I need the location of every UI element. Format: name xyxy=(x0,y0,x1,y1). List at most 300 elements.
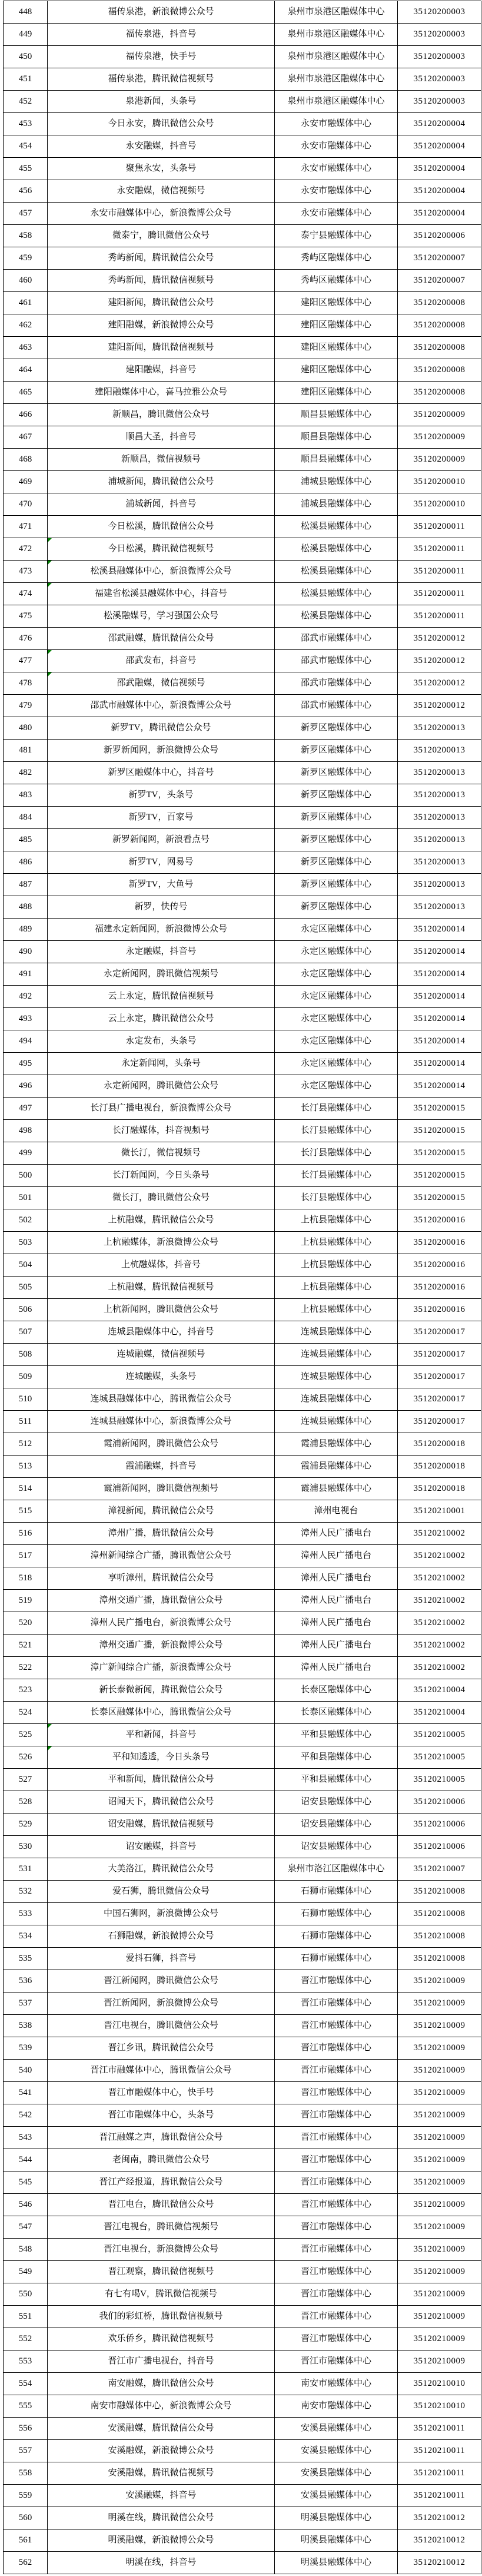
row-number-cell xyxy=(4,158,48,180)
table-row xyxy=(4,91,481,113)
license-code-cell xyxy=(398,2194,481,2216)
green-corner-flag-icon xyxy=(48,561,52,565)
org-name-cell-text: 顺昌县融媒体中心 xyxy=(300,432,371,442)
row-number-cell-text: 482 xyxy=(18,767,32,777)
account-name-cell xyxy=(48,1635,275,1657)
license-code-cell xyxy=(398,851,481,874)
row-number-cell xyxy=(4,896,48,919)
table-row xyxy=(4,1053,481,1075)
account-name-cell xyxy=(48,2216,275,2239)
org-name-cell xyxy=(275,2350,398,2373)
account-name-cell xyxy=(48,46,275,68)
row-number-cell xyxy=(4,2418,48,2440)
org-name-cell xyxy=(275,2194,398,2216)
license-code-cell xyxy=(398,1321,481,1344)
account-name-cell-text: 福传泉港，新浪微博公众号 xyxy=(108,6,214,16)
account-name-cell xyxy=(48,1344,275,1366)
row-number-cell-text: 477 xyxy=(18,655,32,665)
org-name-cell xyxy=(275,2529,398,2552)
org-name-cell xyxy=(275,1567,398,1590)
row-number-cell-text: 536 xyxy=(18,1975,32,1985)
account-name-cell xyxy=(48,337,275,359)
license-code-cell-text: 35120200008 xyxy=(413,387,466,397)
row-number-cell xyxy=(4,2261,48,2283)
account-name-cell-text: 漳视新闻，腾讯微信公众号 xyxy=(108,1506,214,1516)
org-name-cell xyxy=(275,1277,398,1299)
table-row xyxy=(4,359,481,382)
account-name-cell-text: 新罗新闻网，新浪看点号 xyxy=(112,834,210,844)
row-number-cell-text: 522 xyxy=(18,1662,32,1672)
license-code-cell xyxy=(398,247,481,270)
org-name-cell-text: 晋江市融媒体中心 xyxy=(300,2020,371,2030)
row-number-cell xyxy=(4,1433,48,1456)
account-name-cell-text: 晋江新闻网，腾讯微信公众号 xyxy=(103,1975,218,1985)
org-name-cell xyxy=(275,672,398,695)
account-name-cell-text: 长泰区融媒体中心，腾讯微信公众号 xyxy=(90,1707,232,1717)
table-row xyxy=(4,2328,481,2350)
table-row xyxy=(4,493,481,516)
row-number-cell xyxy=(4,493,48,516)
org-name-cell xyxy=(275,2507,398,2529)
table-row xyxy=(4,605,481,628)
row-number-cell-text: 455 xyxy=(18,163,32,173)
license-code-cell xyxy=(398,2462,481,2485)
row-number-cell xyxy=(4,740,48,762)
org-name-cell-text: 松溪县融媒体中心 xyxy=(300,566,371,576)
table-row xyxy=(4,1769,481,1791)
green-corner-flag-icon xyxy=(48,538,52,542)
row-number-cell-text: 503 xyxy=(18,1237,32,1247)
row-number-cell xyxy=(4,1277,48,1299)
license-code-cell-text: 35120210004 xyxy=(413,1707,466,1717)
row-number-cell xyxy=(4,829,48,851)
account-name-cell xyxy=(48,1254,275,1277)
license-code-cell-text: 35120210007 xyxy=(413,1864,466,1874)
row-number-cell xyxy=(4,2507,48,2529)
row-number-cell-text: 517 xyxy=(18,1550,32,1560)
row-number-cell xyxy=(4,1702,48,1724)
account-name-cell-text: 上杭融媒体，抖音号 xyxy=(121,1259,201,1269)
account-name-cell xyxy=(48,314,275,337)
license-code-cell xyxy=(398,292,481,314)
org-name-cell xyxy=(275,2171,398,2194)
org-name-cell xyxy=(275,2552,398,2574)
account-name-cell-text: 永安融媒，微信视频号 xyxy=(117,185,205,195)
row-number-cell-text: 550 xyxy=(18,2289,32,2299)
account-name-cell xyxy=(48,2283,275,2306)
license-code-cell-text: 35120200014 xyxy=(413,991,466,1001)
license-code-cell-text: 35120210002 xyxy=(413,1617,466,1627)
license-code-cell-text: 35120210011 xyxy=(413,2445,466,2455)
license-code-cell xyxy=(398,516,481,538)
account-name-cell xyxy=(48,1545,275,1567)
account-name-cell-text: 连城融媒，微信视频号 xyxy=(117,1349,205,1359)
org-name-cell-text: 漳州电视台 xyxy=(314,1506,358,1516)
license-code-cell xyxy=(398,2440,481,2462)
row-number-cell xyxy=(4,1478,48,1500)
license-code-cell xyxy=(398,2395,481,2418)
org-name-cell-text: 邵武市融媒体中心 xyxy=(300,655,371,665)
license-code-cell xyxy=(398,1098,481,1120)
account-name-cell xyxy=(48,2462,275,2485)
license-code-cell xyxy=(398,1053,481,1075)
org-name-cell xyxy=(275,225,398,247)
license-code-cell xyxy=(398,493,481,516)
org-name-cell-text: 晋江市融媒体中心 xyxy=(300,2311,371,2321)
license-code-cell xyxy=(398,1277,481,1299)
license-code-cell xyxy=(398,2015,481,2037)
account-name-cell xyxy=(48,1769,275,1791)
row-number-cell xyxy=(4,404,48,426)
account-name-cell xyxy=(48,2328,275,2350)
org-name-cell xyxy=(275,1209,398,1232)
org-name-cell-text: 晋江市融媒体中心 xyxy=(300,2199,371,2209)
table-row xyxy=(4,538,481,561)
license-code-cell-text: 35120200009 xyxy=(413,454,466,464)
license-code-cell xyxy=(398,717,481,740)
account-name-cell-text: 晋江融媒之声，腾讯微信公众号 xyxy=(99,2132,223,2142)
account-name-cell-text: 建阳新闻，腾讯微信视频号 xyxy=(108,342,214,352)
license-code-cell-text: 35120210009 xyxy=(413,2087,466,2097)
org-name-cell-text: 新罗区融媒体中心 xyxy=(300,834,371,844)
license-code-cell xyxy=(398,1992,481,2015)
row-number-cell xyxy=(4,359,48,382)
org-name-cell xyxy=(275,1814,398,1836)
row-number-cell xyxy=(4,2171,48,2194)
table-row xyxy=(4,1030,481,1053)
row-number-cell-text: 547 xyxy=(18,2222,32,2232)
org-name-cell xyxy=(275,583,398,605)
row-number-cell-text: 478 xyxy=(18,678,32,688)
row-number-cell xyxy=(4,2194,48,2216)
row-number-cell-text: 490 xyxy=(18,946,32,956)
org-name-cell-text: 晋江市融媒体中心 xyxy=(300,2043,371,2053)
account-name-cell xyxy=(48,2104,275,2127)
org-name-cell-text: 南安市融媒体中心 xyxy=(300,2401,371,2411)
account-name-cell xyxy=(48,1948,275,1970)
org-name-cell xyxy=(275,449,398,471)
row-number-cell xyxy=(4,762,48,784)
row-number-cell-text: 508 xyxy=(18,1349,32,1359)
license-code-cell-text: 35120200004 xyxy=(413,118,466,128)
license-code-cell xyxy=(398,270,481,292)
account-name-cell xyxy=(48,1881,275,1903)
row-number-cell-text: 448 xyxy=(18,6,32,16)
account-name-cell xyxy=(48,919,275,941)
org-name-cell-text: 顺昌县融媒体中心 xyxy=(300,454,371,464)
license-code-cell xyxy=(398,382,481,404)
row-number-cell xyxy=(4,1567,48,1590)
account-name-cell-text: 云上永定，腾讯微信公众号 xyxy=(108,1013,214,1023)
license-code-cell xyxy=(398,695,481,717)
org-name-cell xyxy=(275,516,398,538)
row-number-cell-text: 562 xyxy=(18,2557,32,2567)
row-number-cell-text: 528 xyxy=(18,1796,32,1806)
row-number-cell xyxy=(4,2462,48,2485)
license-code-cell-text: 35120200012 xyxy=(413,678,466,688)
row-number-cell xyxy=(4,2149,48,2171)
org-name-cell-text: 建阳区融媒体中心 xyxy=(300,387,371,397)
account-name-cell xyxy=(48,1925,275,1948)
account-name-cell xyxy=(48,2306,275,2328)
org-name-cell-text: 安溪县融媒体中心 xyxy=(300,2445,371,2455)
license-code-cell-text: 35120200013 xyxy=(413,812,466,822)
account-name-cell-text: 晋江市融媒体中心，腾讯微信公众号 xyxy=(90,2065,232,2075)
table-body xyxy=(4,1,481,2574)
row-number-cell xyxy=(4,2283,48,2306)
org-name-cell-text: 新罗区融媒体中心 xyxy=(300,745,371,755)
license-code-cell-text: 35120200015 xyxy=(413,1103,466,1113)
license-code-cell xyxy=(398,1075,481,1098)
license-code-cell-text: 35120210002 xyxy=(413,1550,466,1560)
account-name-cell-text: 上杭融媒体，新浪微博公众号 xyxy=(103,1237,218,1247)
license-code-cell xyxy=(398,628,481,650)
license-code-cell-text: 35120200018 xyxy=(413,1483,466,1493)
table-row xyxy=(4,2507,481,2529)
license-code-cell xyxy=(398,2418,481,2440)
account-name-cell xyxy=(48,1321,275,1344)
account-name-cell xyxy=(48,1746,275,1769)
row-number-cell-text: 527 xyxy=(18,1774,32,1784)
table-row xyxy=(4,1209,481,1232)
account-name-cell-text: 有七有喝V，腾讯微信视频号 xyxy=(105,2289,217,2299)
table-row xyxy=(4,1008,481,1030)
row-number-cell-text: 480 xyxy=(18,722,32,732)
account-name-cell-text: 爱抖石狮，抖音号 xyxy=(125,1953,197,1963)
license-code-cell-text: 35120210012 xyxy=(413,2557,466,2567)
account-name-cell xyxy=(48,516,275,538)
org-name-cell-text: 漳州人民广播电台 xyxy=(300,1550,371,1560)
license-code-cell xyxy=(398,1,481,24)
row-number-cell-text: 468 xyxy=(18,454,32,464)
org-name-cell xyxy=(275,717,398,740)
license-code-cell xyxy=(398,672,481,695)
license-code-cell xyxy=(398,896,481,919)
media-accounts-table xyxy=(3,1,481,2574)
account-name-cell xyxy=(48,1,275,24)
license-code-cell-text: 35120200013 xyxy=(413,767,466,777)
license-code-cell-text: 35120200004 xyxy=(413,163,466,173)
license-code-cell-text: 35120210009 xyxy=(413,2132,466,2142)
row-number-cell xyxy=(4,1523,48,1545)
row-number-cell xyxy=(4,561,48,583)
account-name-cell xyxy=(48,2552,275,2574)
table-row xyxy=(4,1836,481,1858)
account-name-cell-text: 微长汀，微信视频号 xyxy=(121,1148,201,1158)
row-number-cell xyxy=(4,2060,48,2082)
row-number-cell xyxy=(4,2440,48,2462)
org-name-cell-text: 上杭县融媒体中心 xyxy=(300,1259,371,1269)
account-name-cell xyxy=(48,2440,275,2462)
table-row xyxy=(4,1635,481,1657)
account-name-cell-text: 新罗新闻网，新浪微博公众号 xyxy=(103,745,218,755)
org-name-cell-text: 平和县融媒体中心 xyxy=(300,1774,371,1784)
org-name-cell-text: 秀屿区融媒体中心 xyxy=(300,253,371,263)
account-name-cell-text: 新罗TV，网易号 xyxy=(128,857,194,867)
org-name-cell-text: 晋江市融媒体中心 xyxy=(300,2154,371,2164)
account-name-cell-text: 漳州交通广播，新浪微博公众号 xyxy=(99,1640,223,1650)
org-name-cell-text: 连城县融媒体中心 xyxy=(300,1416,371,1426)
row-number-cell-text: 526 xyxy=(18,1752,32,1762)
account-name-cell-text: 诏闻天下，腾讯微信公众号 xyxy=(108,1796,214,1806)
org-name-cell-text: 明溪县融媒体中心 xyxy=(300,2535,371,2545)
license-code-cell xyxy=(398,2373,481,2395)
org-name-cell-text: 建阳区融媒体中心 xyxy=(300,320,371,330)
account-name-cell-text: 建阳融媒，新浪微博公众号 xyxy=(108,320,214,330)
account-name-cell xyxy=(48,1098,275,1120)
account-name-cell xyxy=(48,717,275,740)
table-row xyxy=(4,1433,481,1456)
org-name-cell-text: 新罗区融媒体中心 xyxy=(300,879,371,889)
org-name-cell xyxy=(275,359,398,382)
license-code-cell xyxy=(398,135,481,158)
org-name-cell xyxy=(275,561,398,583)
table-row xyxy=(4,1881,481,1903)
table-row xyxy=(4,1232,481,1254)
org-name-cell xyxy=(275,2149,398,2171)
media-accounts-sheet xyxy=(3,1,481,2574)
org-name-cell-text: 南安市融媒体中心 xyxy=(300,2378,371,2388)
row-number-cell-text: 549 xyxy=(18,2266,32,2276)
row-number-cell-text: 485 xyxy=(18,834,32,844)
license-code-cell xyxy=(398,1344,481,1366)
license-code-cell-text: 35120210008 xyxy=(413,1908,466,1918)
table-row xyxy=(4,2261,481,2283)
org-name-cell xyxy=(275,2239,398,2261)
row-number-cell xyxy=(4,1679,48,1702)
license-code-cell-text: 35120200016 xyxy=(413,1304,466,1314)
org-name-cell xyxy=(275,1366,398,1388)
table-row xyxy=(4,628,481,650)
org-name-cell xyxy=(275,180,398,203)
org-name-cell-text: 永定区融媒体中心 xyxy=(300,1058,371,1068)
org-name-cell-text: 长泰区融媒体中心 xyxy=(300,1707,371,1717)
org-name-cell-text: 长汀县融媒体中心 xyxy=(300,1148,371,1158)
org-name-cell xyxy=(275,91,398,113)
account-name-cell xyxy=(48,359,275,382)
account-name-cell xyxy=(48,2194,275,2216)
account-name-cell-text: 邵武融媒，微信视频号 xyxy=(117,678,205,688)
account-name-cell xyxy=(48,247,275,270)
row-number-cell-text: 511 xyxy=(19,1416,32,1426)
license-code-cell-text: 35120210008 xyxy=(413,1953,466,1963)
org-name-cell-text: 松溪县融媒体中心 xyxy=(300,543,371,553)
row-number-cell-text: 492 xyxy=(18,991,32,1001)
org-name-cell xyxy=(275,784,398,807)
org-name-cell-text: 新罗区融媒体中心 xyxy=(300,790,371,800)
org-name-cell xyxy=(275,1120,398,1142)
license-code-cell-text: 35120210002 xyxy=(413,1528,466,1538)
table-row xyxy=(4,2373,481,2395)
row-number-cell-text: 467 xyxy=(18,432,32,442)
row-number-cell-text: 453 xyxy=(18,118,32,128)
license-code-cell-text: 35120200003 xyxy=(413,96,466,106)
row-number-cell-text: 451 xyxy=(18,74,32,84)
account-name-cell-text: 南安融媒，腾讯微信公众号 xyxy=(108,2378,214,2388)
account-name-cell-text: 晋江新闻网，新浪微博公众号 xyxy=(103,1998,218,2008)
account-name-cell xyxy=(48,1075,275,1098)
license-code-cell-text: 35120200016 xyxy=(413,1282,466,1292)
license-code-cell-text: 35120200016 xyxy=(413,1237,466,1247)
org-name-cell-text: 永定区融媒体中心 xyxy=(300,946,371,956)
table-row xyxy=(4,404,481,426)
license-code-cell-text: 35120200011 xyxy=(413,588,466,598)
org-name-cell xyxy=(275,1299,398,1321)
account-name-cell xyxy=(48,2037,275,2060)
org-name-cell xyxy=(275,493,398,516)
license-code-cell-text: 35120200015 xyxy=(413,1148,466,1158)
row-number-cell xyxy=(4,628,48,650)
row-number-cell xyxy=(4,1411,48,1433)
account-name-cell xyxy=(48,493,275,516)
license-code-cell xyxy=(398,650,481,672)
account-name-cell-text: 泉港新闻，头条号 xyxy=(125,96,197,106)
row-number-cell-text: 546 xyxy=(18,2199,32,2209)
account-name-cell-text: 霞浦新闻网，腾讯微信公众号 xyxy=(103,1438,218,1448)
license-code-cell xyxy=(398,1970,481,1992)
license-code-cell xyxy=(398,1187,481,1209)
license-code-cell xyxy=(398,68,481,91)
table-row xyxy=(4,113,481,135)
account-name-cell-text: 福建省松溪县融媒体中心，抖音号 xyxy=(94,588,227,598)
account-name-cell xyxy=(48,471,275,493)
table-row xyxy=(4,2127,481,2149)
table-row xyxy=(4,337,481,359)
row-number-cell xyxy=(4,2216,48,2239)
account-name-cell-text: 新顺昌，腾讯微信公众号 xyxy=(112,409,210,419)
license-code-cell xyxy=(398,941,481,963)
org-name-cell-text: 永安市融媒体中心 xyxy=(300,141,371,151)
org-name-cell xyxy=(275,1881,398,1903)
license-code-cell-text: 35120210006 xyxy=(413,1841,466,1851)
license-code-cell-text: 35120200011 xyxy=(413,543,466,553)
account-name-cell-text: 长汀融媒体，抖音视频号 xyxy=(112,1125,210,1135)
row-number-cell-text: 514 xyxy=(18,1483,32,1493)
license-code-cell xyxy=(398,2037,481,2060)
row-number-cell xyxy=(4,180,48,203)
license-code-cell xyxy=(398,1567,481,1590)
row-number-cell-text: 525 xyxy=(18,1729,32,1739)
table-row xyxy=(4,1724,481,1746)
license-code-cell-text: 35120210002 xyxy=(413,1662,466,1672)
account-name-cell-text: 云上永定，腾讯微信视频号 xyxy=(108,991,214,1001)
row-number-cell-text: 510 xyxy=(18,1394,32,1404)
org-name-cell-text: 泉州市泉港区融媒体中心 xyxy=(287,96,385,106)
org-name-cell xyxy=(275,2373,398,2395)
org-name-cell-text: 晋江市融媒体中心 xyxy=(300,2110,371,2120)
org-name-cell xyxy=(275,941,398,963)
table-row xyxy=(4,135,481,158)
account-name-cell xyxy=(48,963,275,986)
license-code-cell-text: 35120200008 xyxy=(413,342,466,352)
table-row xyxy=(4,1858,481,1881)
account-name-cell xyxy=(48,1120,275,1142)
org-name-cell-text: 石狮市融媒体中心 xyxy=(300,1953,371,1963)
row-number-cell xyxy=(4,382,48,404)
license-code-cell xyxy=(398,1299,481,1321)
account-name-cell-text: 微泰宁，腾讯微信公众号 xyxy=(112,230,210,240)
account-name-cell-text: 新顺昌，微信视频号 xyxy=(121,454,201,464)
row-number-cell-text: 520 xyxy=(18,1617,32,1627)
row-number-cell xyxy=(4,292,48,314)
account-name-cell xyxy=(48,2239,275,2261)
org-name-cell-text: 漳州人民广播电台 xyxy=(300,1662,371,1672)
org-name-cell xyxy=(275,1053,398,1075)
org-name-cell xyxy=(275,1232,398,1254)
license-code-cell xyxy=(398,337,481,359)
account-name-cell-text: 享听漳州，腾讯微信公众号 xyxy=(108,1573,214,1583)
license-code-cell-text: 35120210009 xyxy=(413,2065,466,2075)
